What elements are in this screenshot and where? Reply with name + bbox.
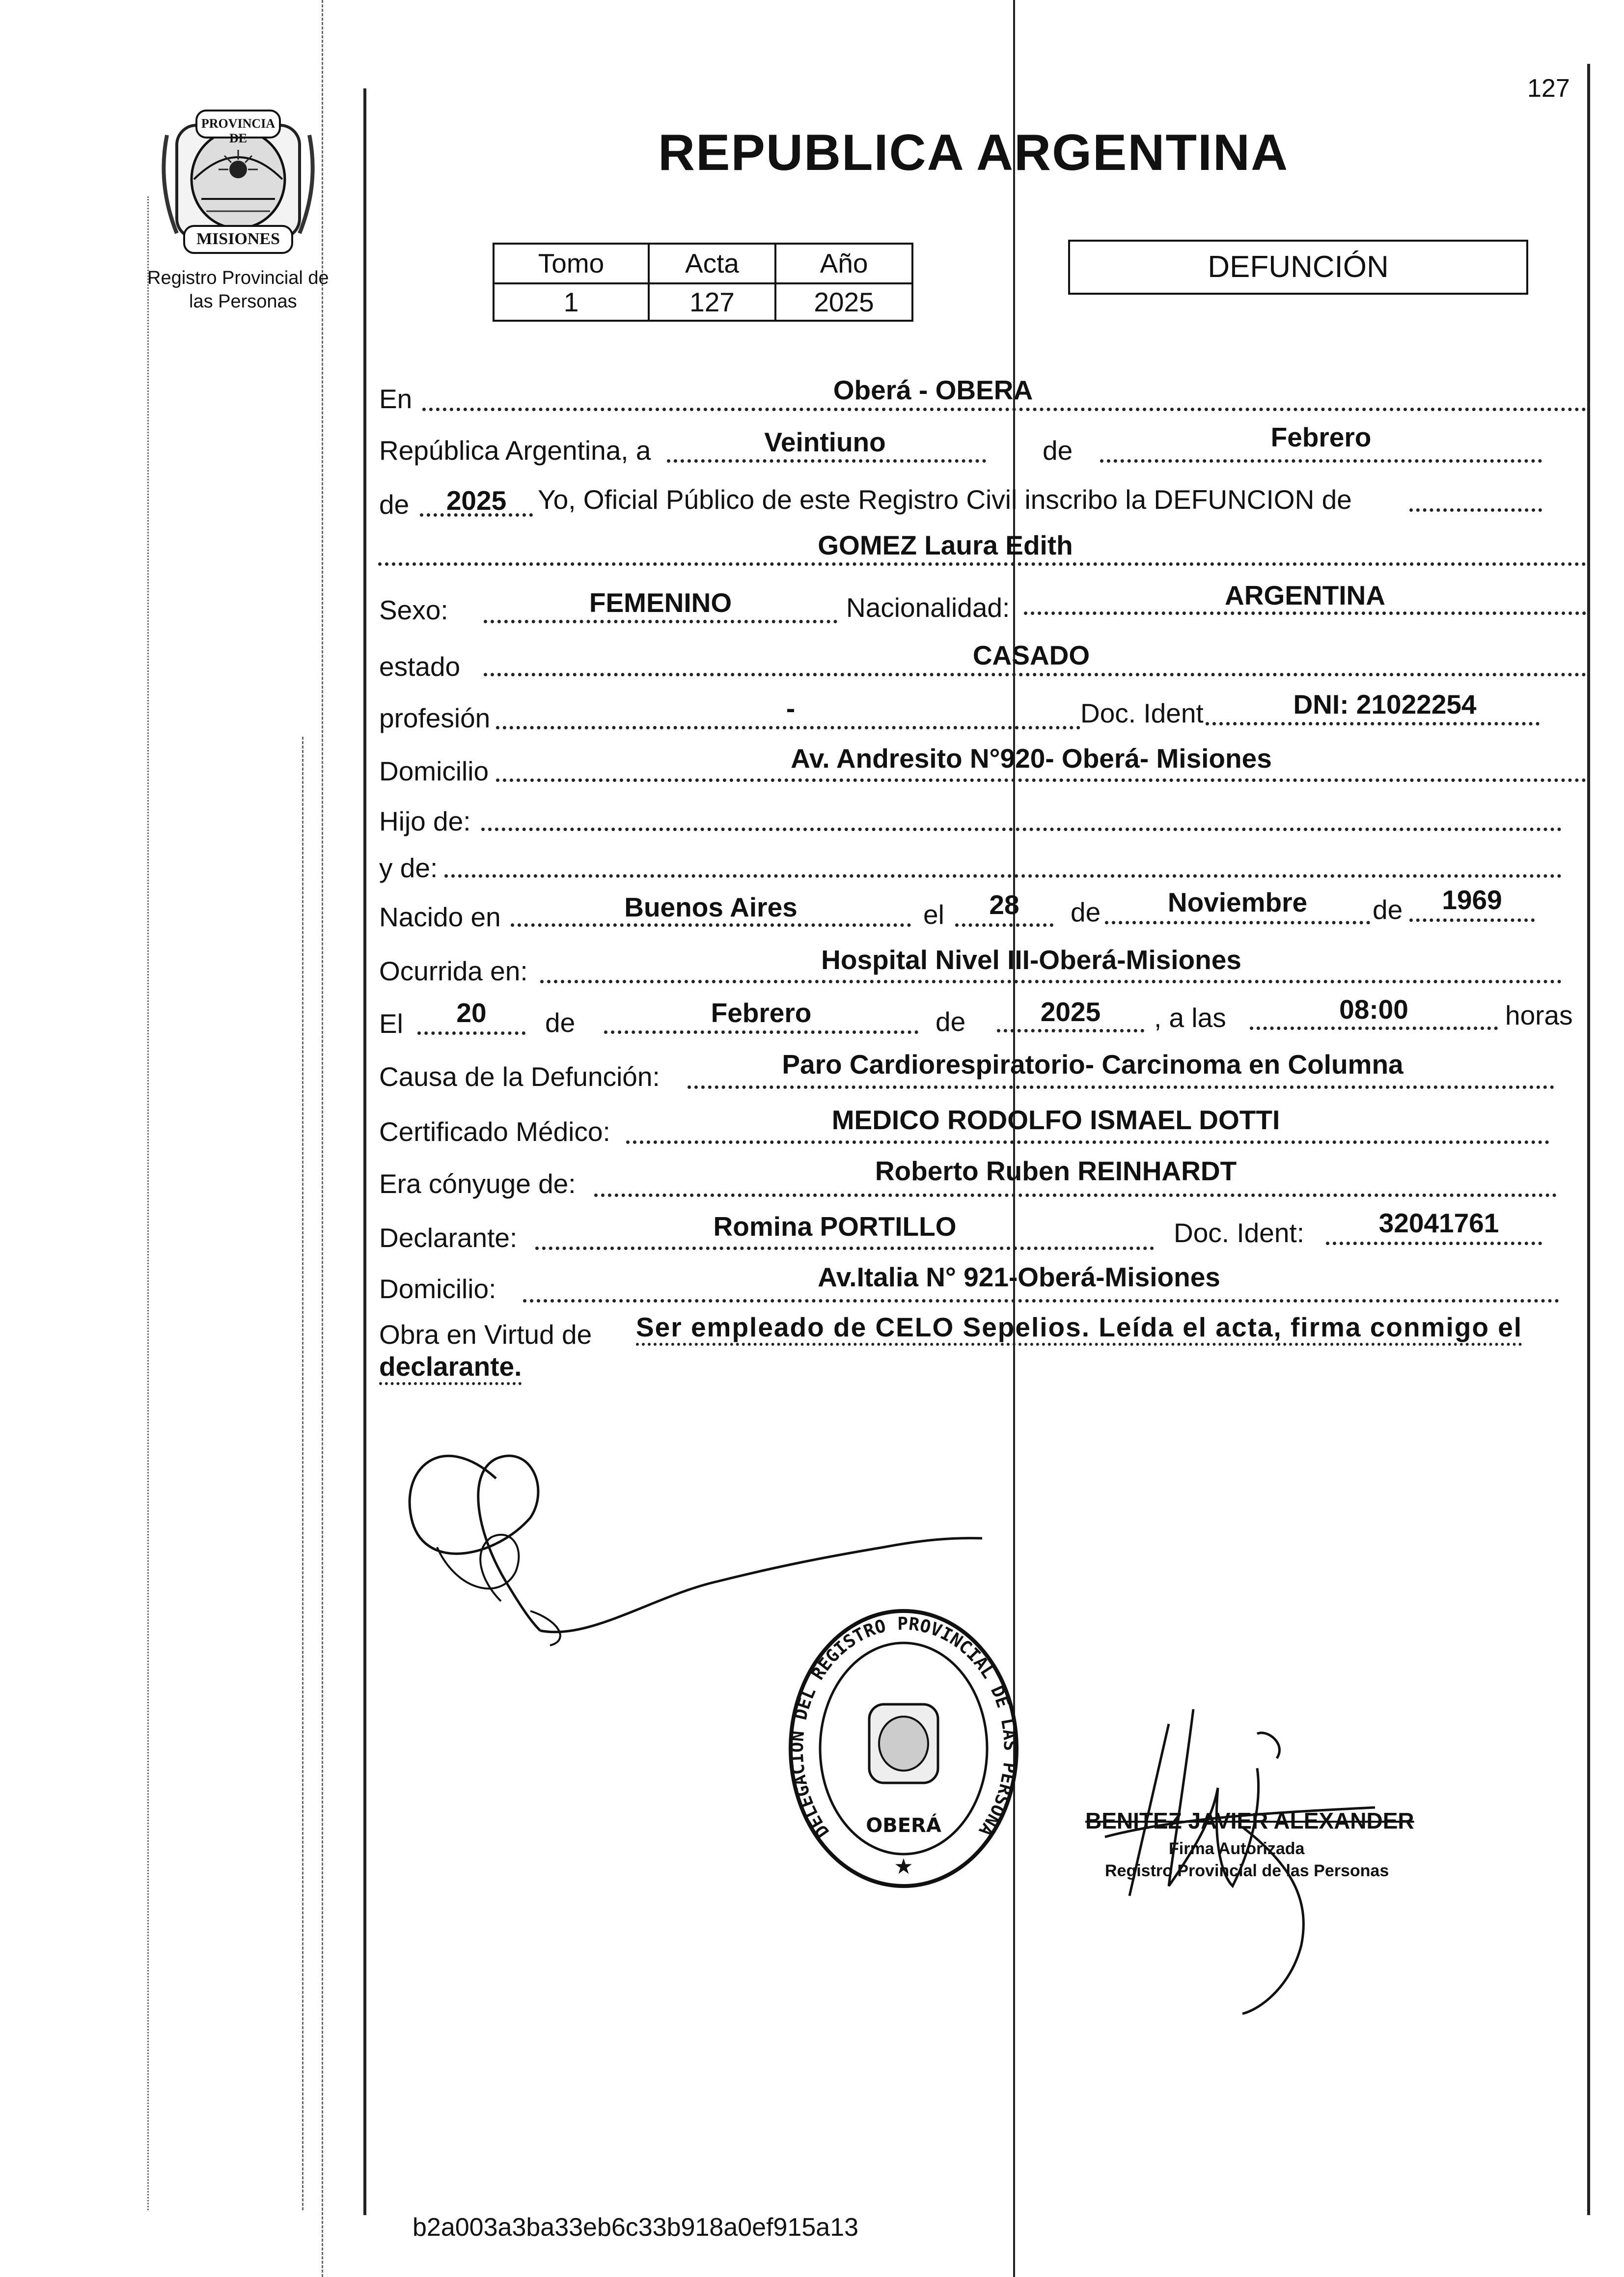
value-sexo: FEMENINO xyxy=(589,587,732,618)
dots-en xyxy=(422,408,1586,411)
registry-name-line1: Registro Provincial de xyxy=(147,268,329,288)
dots-domicilio xyxy=(496,778,1586,782)
value-anio-defuncion: 2025 xyxy=(1040,997,1101,1027)
value-dia-defuncion: 20 xyxy=(456,998,487,1028)
value-certificado-medico: MEDICO RODOLFO ISMAEL DOTTI xyxy=(831,1105,1280,1135)
dots-nacido-mes xyxy=(1105,921,1370,924)
dots-certificado xyxy=(626,1140,1549,1144)
label-nacionalidad: Nacionalidad: xyxy=(846,592,1010,623)
label-profesion: profesión xyxy=(379,703,491,733)
page-number: 127 xyxy=(1527,74,1570,103)
record-header-acta: Acta xyxy=(648,243,776,284)
label-en: En xyxy=(379,384,413,414)
dots-declarante xyxy=(535,1247,1154,1250)
value-hora-defuncion: 08:00 xyxy=(1339,994,1408,1025)
svg-text:★: ★ xyxy=(894,1854,913,1879)
dots-profesion xyxy=(496,726,1080,729)
label-obra-en-virtud: Obra en Virtud de xyxy=(379,1319,592,1350)
emblem-text-bottom: MISIONES xyxy=(196,230,280,248)
dots-doc-ident xyxy=(1206,722,1540,725)
label-hijo-de: Hijo de: xyxy=(379,806,471,836)
value-dia-nacimiento: 28 xyxy=(989,889,1019,920)
value-conyuge: Roberto Ruben REINHARDT xyxy=(875,1156,1237,1186)
label-doc-ident: Doc. Ident xyxy=(1080,698,1204,728)
official-signature-name: BENITEZ JAVIER ALEXANDER xyxy=(1085,1808,1414,1833)
value-anio: 2025 xyxy=(446,485,507,516)
label-de-3: de xyxy=(1071,897,1101,927)
official-signature-line2: Registro Provincial de las Personas xyxy=(1105,1861,1389,1880)
label-de-1: de xyxy=(1043,435,1073,466)
label-ocurrida-en: Ocurrida en: xyxy=(379,956,528,986)
dots-hora xyxy=(1250,1027,1498,1030)
label-conyuge: Era cónyuge de: xyxy=(379,1168,576,1199)
value-anio-nacimiento: 1969 xyxy=(1442,885,1502,915)
stamp-ring-text: DELEGACION DEL REGISTRO PROVINCIAL DE LAS PERSONA xyxy=(787,1613,1020,1841)
page-title: REPUBLICA ARGENTINA xyxy=(658,124,1289,181)
dots-y-de xyxy=(444,874,1562,878)
official-signature-line1: Firma Autorizada xyxy=(1169,1839,1305,1858)
record-header-tomo: Tomo xyxy=(493,243,650,284)
label-nacido-en: Nacido en xyxy=(379,902,501,932)
value-doc-ident: DNI: 21022254 xyxy=(1293,689,1477,720)
dots-domicilio-2 xyxy=(523,1299,1559,1303)
value-lugar-defuncion: Hospital Nivel III-Oberá-Misiones xyxy=(821,944,1241,975)
dots-sexo-line xyxy=(484,620,837,623)
dots-estado xyxy=(484,673,1586,676)
value-declarante: Romina PORTILLO xyxy=(713,1211,957,1242)
dots-dia xyxy=(667,459,986,463)
dots-nombre xyxy=(378,562,1586,566)
label-el: el xyxy=(923,899,944,930)
label-estado: estado xyxy=(379,651,461,682)
value-nacionalidad: ARGENTINA xyxy=(1225,580,1385,611)
text-inscripcion: Yo, Oficial Público de este Registro Civil inscribo la DEFUNCION de xyxy=(538,484,1352,515)
value-doc-ident-declarante: 32041761 xyxy=(1378,1208,1499,1238)
value-dia-palabras: Veintiuno xyxy=(764,427,886,457)
provincial-emblem xyxy=(157,106,319,258)
value-obra-linea-1: Ser empleado de CELO Sepelios. Leída el acta, firma conmigo el xyxy=(636,1311,1522,1346)
value-domicilio-declarante: Av.Italia N° 921-Oberá-Misiones xyxy=(818,1262,1220,1292)
record-value-anio: 2025 xyxy=(774,282,913,322)
label-sexo: Sexo: xyxy=(379,595,448,625)
act-type-box: DEFUNCIÓN xyxy=(1068,240,1528,295)
label-declarante: Declarante: xyxy=(379,1222,518,1253)
label-domicilio-2: Domicilio: xyxy=(379,1274,496,1304)
label-de-5: de xyxy=(545,1007,576,1038)
label-republica: República Argentina, a xyxy=(379,435,651,466)
margin-dash-line-3 xyxy=(147,196,149,2210)
dots-nacido-lugar xyxy=(511,923,911,927)
dots-inscripcion xyxy=(1409,508,1542,512)
label-el-2: El xyxy=(379,1008,403,1039)
label-horas: horas xyxy=(1505,1000,1573,1030)
left-margin-rule xyxy=(363,88,366,2215)
dots-nacido-anio xyxy=(1409,918,1535,922)
value-domicilio: Av. Andresito N°920- Oberá- Misiones xyxy=(791,743,1272,774)
dots-doc-ident-2 xyxy=(1326,1242,1542,1245)
value-lugar-inscripcion: Oberá - OBERA xyxy=(833,375,1033,405)
value-mes-defuncion: Febrero xyxy=(711,998,812,1028)
label-domicilio: Domicilio xyxy=(379,756,489,786)
dots-ocurrida xyxy=(540,980,1562,983)
value-mes: Febrero xyxy=(1270,422,1372,452)
record-value-acta: 127 xyxy=(648,282,776,322)
label-y-de: y de: xyxy=(379,853,438,883)
dots-causa xyxy=(688,1085,1554,1089)
value-mes-nacimiento: Noviembre xyxy=(1167,887,1308,917)
value-estado-civil: CASADO xyxy=(972,640,1090,670)
label-certificado: Certificado Médico: xyxy=(379,1116,610,1147)
value-lugar-nacimiento: Buenos Aires xyxy=(624,892,798,922)
stamp-center-text: OBERÁ xyxy=(866,1814,941,1837)
margin-dash-line-1 xyxy=(322,0,323,2277)
record-header-anio: Año xyxy=(774,243,913,284)
dots-muerte-anio xyxy=(997,1029,1144,1032)
value-profesion: - xyxy=(786,693,796,723)
label-de-6: de xyxy=(936,1006,966,1037)
record-value-tomo: 1 xyxy=(493,282,650,322)
dots-muerte-dia xyxy=(417,1031,525,1035)
label-de-2: de xyxy=(379,489,410,520)
margin-dash-line-2 xyxy=(302,737,303,2210)
emblem-text-top: PROVINCIA DE xyxy=(201,116,275,145)
dots-mes xyxy=(1100,459,1542,463)
dots-muerte-mes xyxy=(604,1030,918,1034)
dots-nacido-dia xyxy=(955,923,1053,927)
registry-name-line2: las Personas xyxy=(189,291,297,312)
label-causa: Causa de la Defunción: xyxy=(379,1061,660,1092)
footer-hash: b2a003a3ba33eb6c33b918a0ef915a13 xyxy=(413,2213,859,2242)
dots-hijo-de xyxy=(481,828,1562,831)
label-doc-ident-2: Doc. Ident: xyxy=(1174,1218,1304,1248)
dots-conyuge xyxy=(594,1194,1557,1197)
value-nombre-fallecido: GOMEZ Laura Edith xyxy=(818,530,1073,560)
value-obra-linea-2: declarante. xyxy=(379,1351,522,1385)
label-a-las: , a las xyxy=(1154,1002,1226,1033)
dots-nacionalidad xyxy=(1024,611,1586,615)
value-causa-defuncion: Paro Cardiorespiratorio- Carcinoma en Columna xyxy=(782,1049,1404,1080)
right-margin-rule xyxy=(1587,64,1590,2215)
fold-line xyxy=(1013,0,1015,2277)
delegation-stamp xyxy=(776,1601,1031,1896)
label-de-4: de xyxy=(1373,894,1403,925)
